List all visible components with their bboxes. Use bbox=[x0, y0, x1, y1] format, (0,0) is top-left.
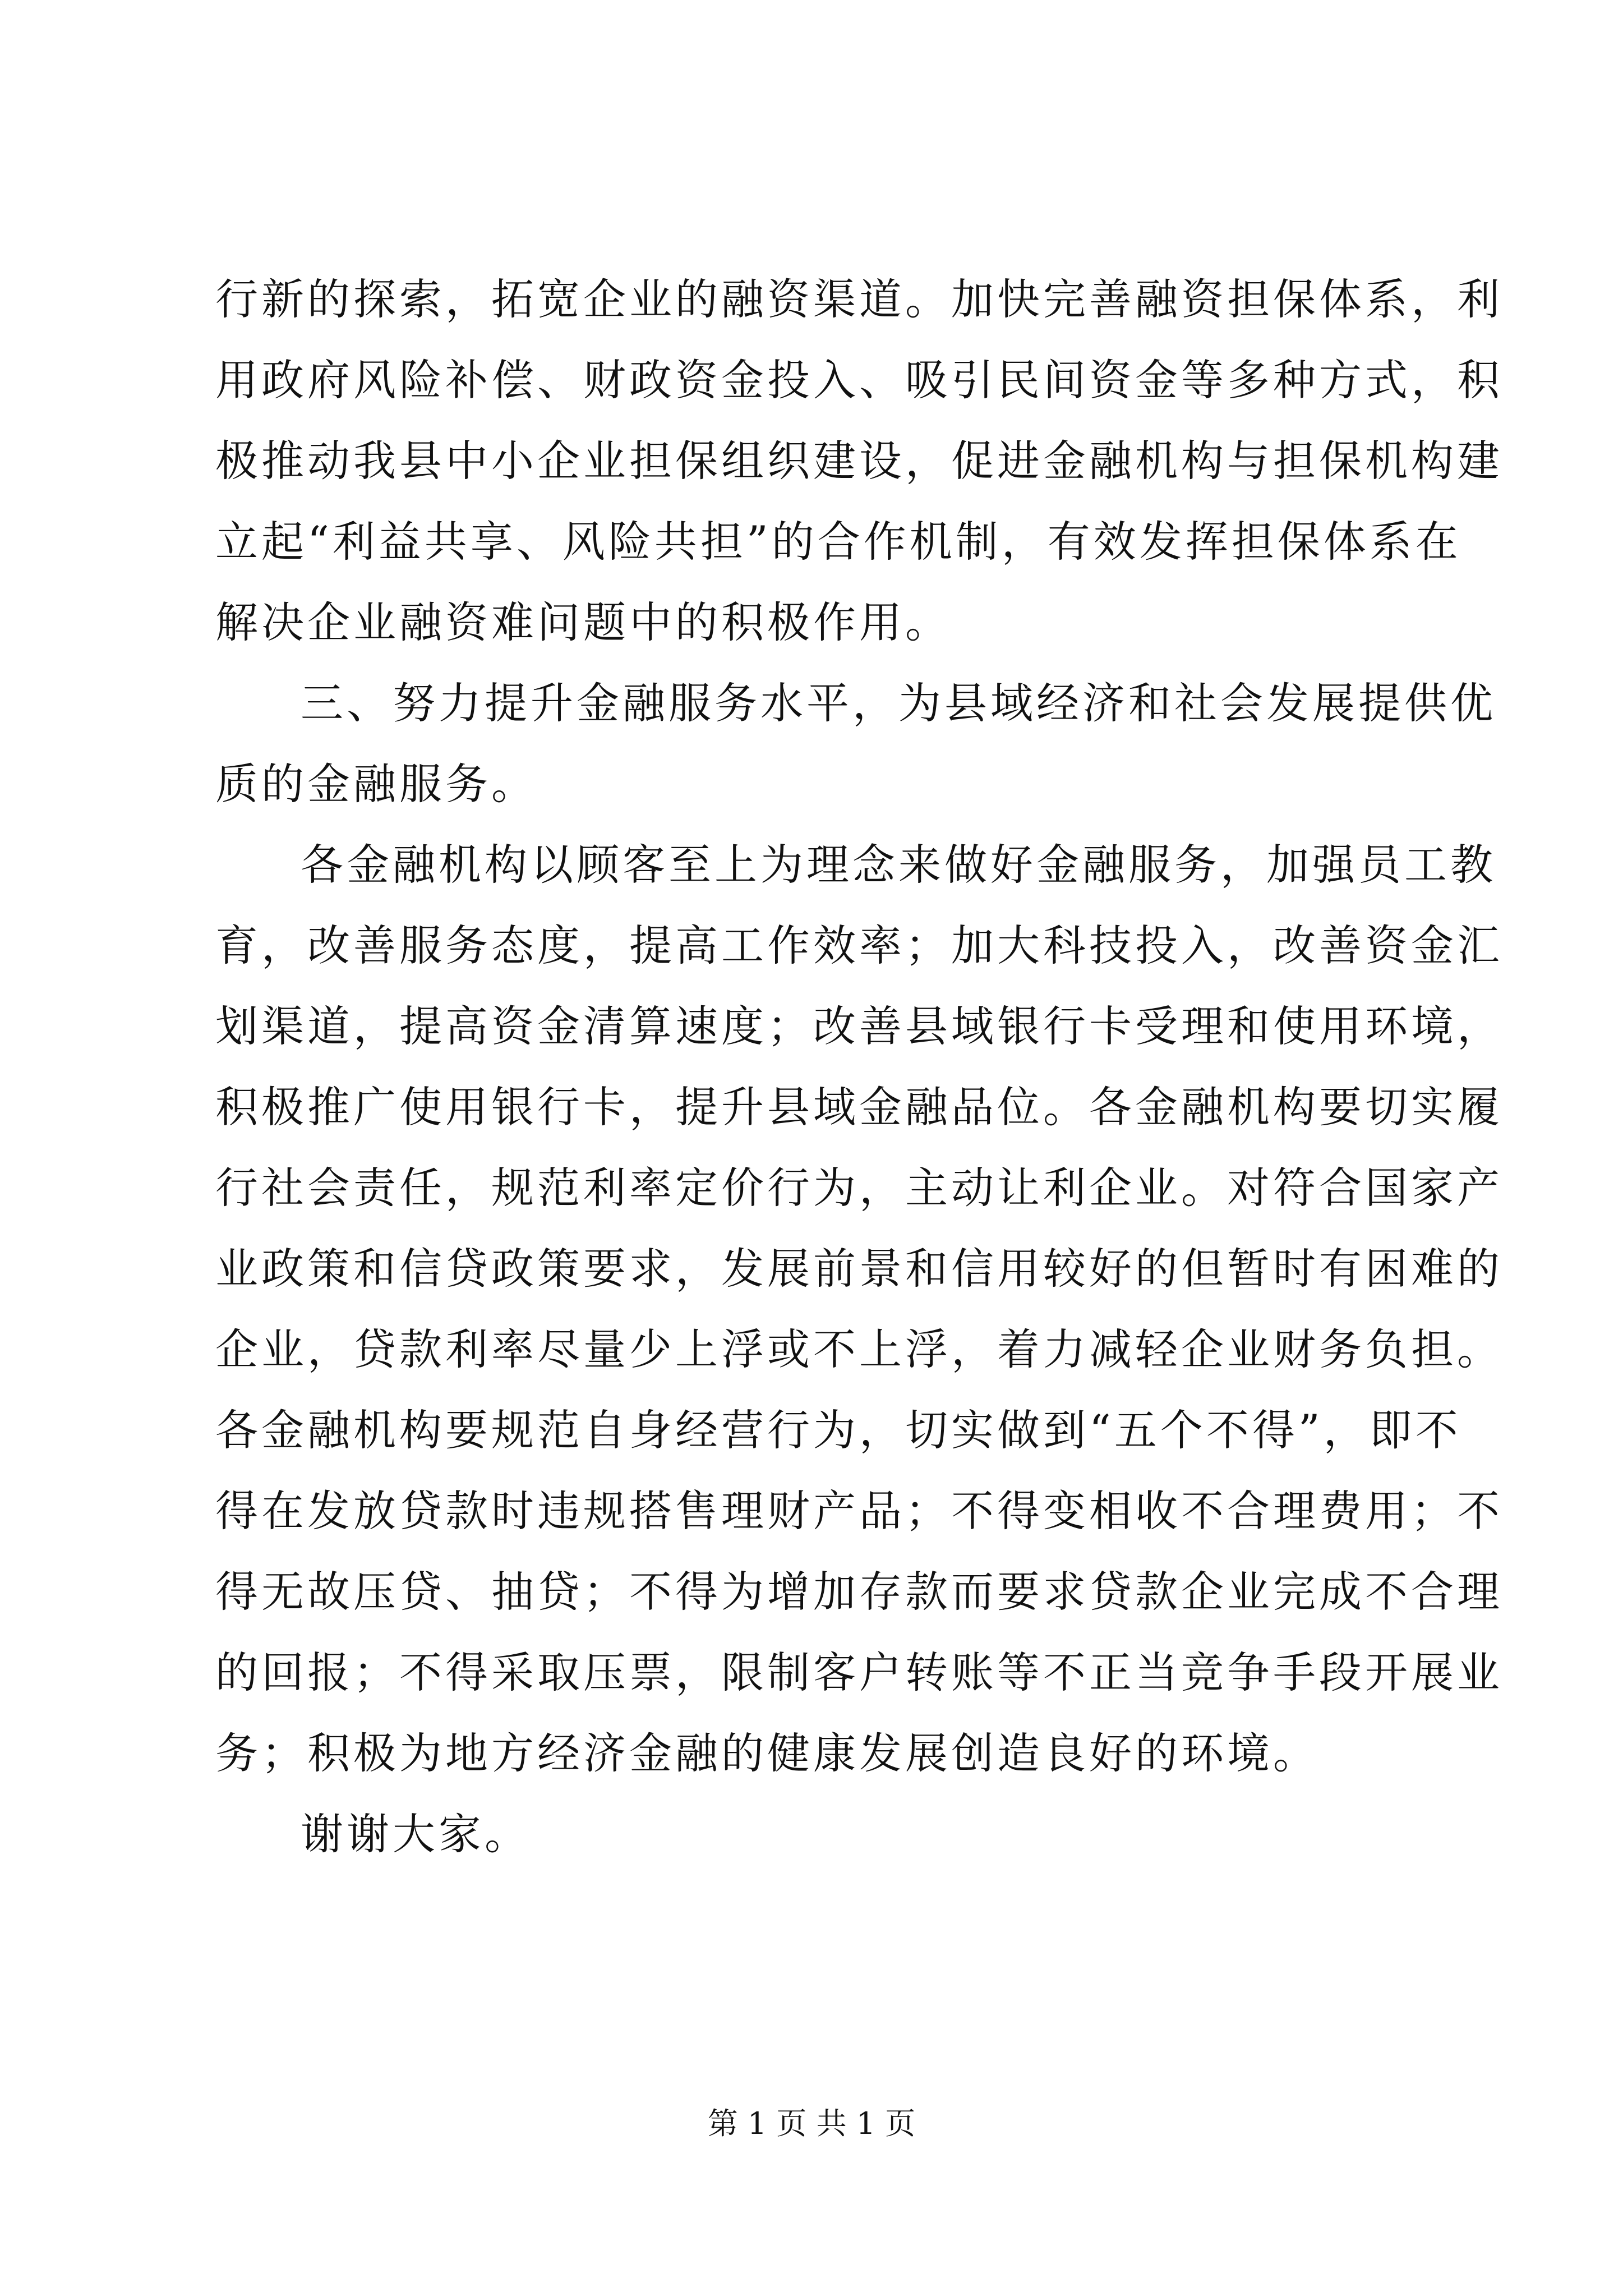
text-line: 务；积极为地方经济金融的健康发展创造良好的环境。 bbox=[215, 1728, 1319, 1778]
text-line: 各金融机构要规范自身经营行为，切实做到“五个不得”，即不 bbox=[215, 1405, 1461, 1455]
text-line: 划渠道，提高资金清算速度；改善县域银行卡受理和使用环境， bbox=[215, 1001, 1503, 1051]
page-footer bbox=[0, 2101, 1623, 2146]
paragraph-financial-services bbox=[215, 825, 1503, 1794]
text-line: 积极推广使用银行卡，提升县域金融品位。各金融机构要切实履 bbox=[215, 1082, 1503, 1132]
text-line: 立起“利益共享、风险共担”的合作机制，有效发挥担保体系在 bbox=[215, 517, 1461, 567]
text-line: 业政策和信贷政策要求，发展前景和信用较好的但暂时有困难的 bbox=[215, 1244, 1503, 1294]
text-line: 育，改善服务态度，提高工作效率；加大科技投入，改善资金汇 bbox=[215, 921, 1503, 970]
paragraph-closing bbox=[215, 1794, 1410, 1875]
text-line: 三、努力提升金融服务水平，为县域经济和社会发展提供优 bbox=[301, 678, 1496, 728]
text-line: 用政府风险补偿、财政资金投入、吸引民间资金等多种方式，积 bbox=[215, 355, 1503, 405]
text-line: 企业，贷款利率尽量少上浮或不上浮，着力减轻企业财务负担。 bbox=[215, 1324, 1503, 1374]
page-number: 第 1 页 共 1 页 bbox=[707, 2106, 916, 2141]
text-line: 行新的探索，拓宽企业的融资渠道。加快完善融资担保体系，利 bbox=[215, 274, 1503, 324]
text-line: 各金融机构以顾客至上为理念来做好金融服务，加强员工教 bbox=[301, 840, 1496, 890]
paragraph-financing-guarantee bbox=[215, 259, 1503, 663]
text-line: 行社会责任，规范利率定价行为，主动让利企业。对符合国家产 bbox=[215, 1163, 1503, 1213]
text-line: 的回报；不得采取压票，限制客户转账等不正当竞争手段开展业 bbox=[215, 1648, 1503, 1697]
text-line: 得无故压贷、抽贷；不得为增加存款而要求贷款企业完成不合理 bbox=[215, 1567, 1503, 1617]
text-line: 质的金融服务。 bbox=[215, 759, 537, 809]
text-line: 解决企业融资难问题中的积极作用。 bbox=[215, 597, 951, 647]
document-body bbox=[215, 259, 1503, 1875]
text-line: 得在发放贷款时违规搭售理财产品；不得变相收不合理费用；不 bbox=[215, 1486, 1503, 1536]
paragraph-section-three-heading bbox=[215, 663, 1496, 825]
text-line: 谢谢大家。 bbox=[301, 1809, 531, 1859]
text-line: 极推动我县中小企业担保组织建设，促进金融机构与担保机构建 bbox=[215, 436, 1503, 486]
